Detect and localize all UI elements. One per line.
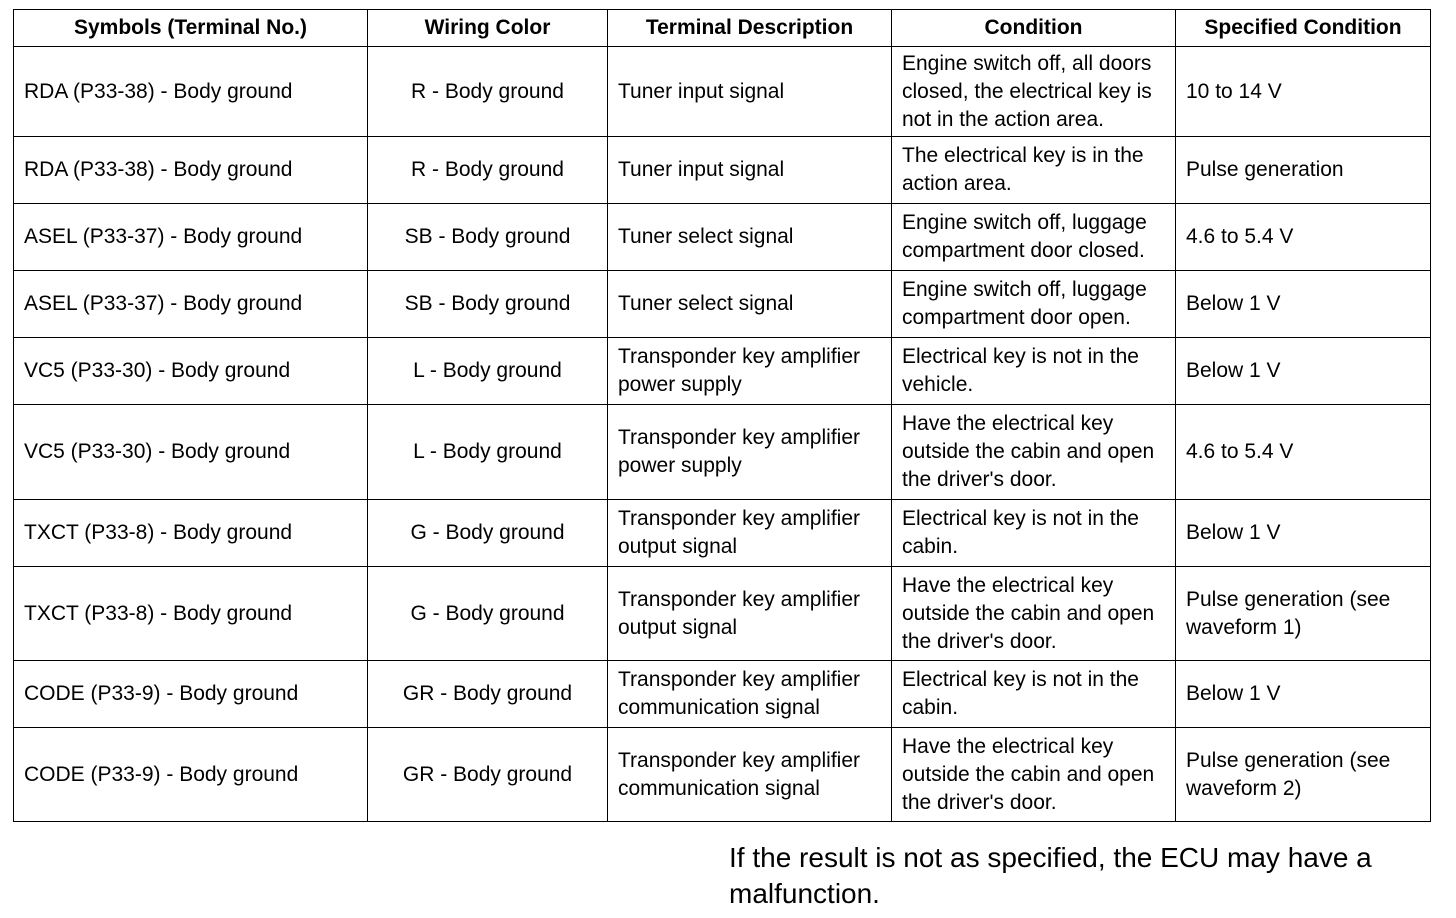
table-row — [14, 405, 1431, 500]
terminal-spec-table — [13, 9, 1431, 822]
cell-condition: Have the electrical key outside the cabin and open the driver's door. — [892, 567, 1176, 661]
cell-symbol: CODE (P33-9) - Body ground — [14, 661, 368, 728]
cell-condition: Engine switch off, luggage compartment door closed. — [892, 204, 1176, 271]
cell-wiring-color: SB - Body ground — [368, 271, 608, 338]
malfunction-note: If the result is not as specified, the ECU may have a malfunction. — [729, 842, 1372, 909]
cell-wiring-color: L - Body ground — [368, 405, 608, 500]
cell-condition: Engine switch off, luggage compartment door open. — [892, 271, 1176, 338]
cell-description: Transponder key amplifier output signal — [608, 567, 892, 661]
cell-wiring-color: R - Body ground — [368, 47, 608, 137]
cell-specified: Below 1 V — [1176, 271, 1431, 338]
table-row — [14, 728, 1431, 822]
header-specified-condition: Specified Condition — [1176, 10, 1431, 47]
header-symbols: Symbols (Terminal No.) — [14, 10, 368, 47]
cell-description: Transponder key amplifier power supply — [608, 405, 892, 500]
cell-symbol: VC5 (P33-30) - Body ground — [14, 405, 368, 500]
cell-condition: Have the electrical key outside the cabin and open the driver's door. — [892, 405, 1176, 500]
cell-description: Transponder key amplifier power supply — [608, 338, 892, 405]
cell-wiring-color: R - Body ground — [368, 137, 608, 204]
cell-symbol: VC5 (P33-30) - Body ground — [14, 338, 368, 405]
cell-wiring-color: L - Body ground — [368, 338, 608, 405]
cell-specified: Below 1 V — [1176, 338, 1431, 405]
cell-wiring-color: G - Body ground — [368, 567, 608, 661]
cell-wiring-color: GR - Body ground — [368, 728, 608, 822]
cell-description: Tuner input signal — [608, 137, 892, 204]
cell-wiring-color: G - Body ground — [368, 500, 608, 567]
cell-symbol: RDA (P33-38) - Body ground — [14, 137, 368, 204]
header-wiring-color: Wiring Color — [368, 10, 608, 47]
table-row — [14, 204, 1431, 271]
header-terminal-description: Terminal Description — [608, 10, 892, 47]
cell-symbol: ASEL (P33-37) - Body ground — [14, 271, 368, 338]
cell-condition: Electrical key is not in the cabin. — [892, 661, 1176, 728]
table-row — [14, 500, 1431, 567]
cell-condition: Have the electrical key outside the cabin and open the driver's door. — [892, 728, 1176, 822]
cell-wiring-color: SB - Body ground — [368, 204, 608, 271]
cell-condition: Engine switch off, all doors closed, the electrical key is not in the action area. — [892, 47, 1176, 137]
cell-specified: Pulse generation (see waveform 2) — [1176, 728, 1431, 822]
cell-condition: Electrical key is not in the vehicle. — [892, 338, 1176, 405]
table-row — [14, 661, 1431, 728]
table-row — [14, 47, 1431, 137]
cell-wiring-color: GR - Body ground — [368, 661, 608, 728]
cell-specified: 10 to 14 V — [1176, 47, 1431, 137]
cell-condition: The electrical key is in the action area. — [892, 137, 1176, 204]
cell-specified: Pulse generation — [1176, 137, 1431, 204]
cell-specified: 4.6 to 5.4 V — [1176, 405, 1431, 500]
cell-symbol: ASEL (P33-37) - Body ground — [14, 204, 368, 271]
cell-description: Transponder key amplifier communication signal — [608, 661, 892, 728]
cell-description: Tuner input signal — [608, 47, 892, 137]
cell-specified: Pulse generation (see waveform 1) — [1176, 567, 1431, 661]
table-row — [14, 137, 1431, 204]
cell-specified: Below 1 V — [1176, 661, 1431, 728]
header-condition: Condition — [892, 10, 1176, 47]
table-header-row — [14, 10, 1431, 47]
cell-specified: 4.6 to 5.4 V — [1176, 204, 1431, 271]
cell-symbol: RDA (P33-38) - Body ground — [14, 47, 368, 137]
cell-symbol: CODE (P33-9) - Body ground — [14, 728, 368, 822]
cell-description: Transponder key amplifier communication signal — [608, 728, 892, 822]
table-row — [14, 271, 1431, 338]
cell-condition: Electrical key is not in the cabin. — [892, 500, 1176, 567]
table-row — [14, 567, 1431, 661]
cell-description: Transponder key amplifier output signal — [608, 500, 892, 567]
cell-description: Tuner select signal — [608, 204, 892, 271]
cell-symbol: TXCT (P33-8) - Body ground — [14, 567, 368, 661]
cell-symbol: TXCT (P33-8) - Body ground — [14, 500, 368, 567]
cell-description: Tuner select signal — [608, 271, 892, 338]
table-row — [14, 338, 1431, 405]
cell-specified: Below 1 V — [1176, 500, 1431, 567]
